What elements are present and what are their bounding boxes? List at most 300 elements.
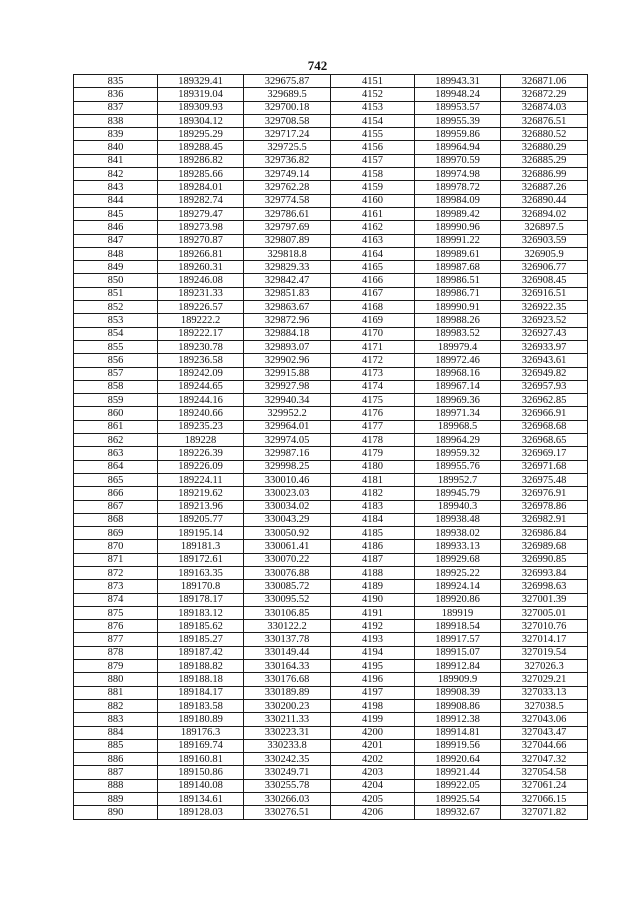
right-point-number-cell: 4185 <box>331 527 415 540</box>
right-x-coordinate-cell: 189986.71 <box>415 287 501 300</box>
right-y-coordinate-cell: 327026.3 <box>501 660 588 673</box>
right-y-coordinate-cell: 326871.06 <box>501 75 588 88</box>
left-y-coordinate-cell: 330223.31 <box>244 726 331 739</box>
left-point-number-cell: 847 <box>74 234 158 247</box>
left-x-coordinate-cell: 189176.3 <box>158 726 244 739</box>
left-y-coordinate-cell: 329987.16 <box>244 447 331 460</box>
right-x-coordinate-cell: 189991.22 <box>415 234 501 247</box>
right-point-number-cell: 4152 <box>331 88 415 101</box>
right-x-coordinate-cell: 189920.64 <box>415 753 501 766</box>
left-y-coordinate-cell: 329774.58 <box>244 194 331 207</box>
right-y-coordinate-cell: 326962.85 <box>501 394 588 407</box>
right-point-number-cell: 4163 <box>331 234 415 247</box>
right-x-coordinate-cell: 189974.98 <box>415 168 501 181</box>
left-y-coordinate-cell: 330122.2 <box>244 620 331 633</box>
left-x-coordinate-cell: 189246.08 <box>158 274 244 287</box>
right-y-coordinate-cell: 326905.9 <box>501 247 588 260</box>
right-x-coordinate-cell: 189914.81 <box>415 726 501 739</box>
right-point-number-cell: 4173 <box>331 367 415 380</box>
left-y-coordinate-cell: 329927.98 <box>244 380 331 393</box>
left-y-coordinate-cell: 329872.96 <box>244 314 331 327</box>
right-x-coordinate-cell: 189921.44 <box>415 766 501 779</box>
right-y-coordinate-cell: 326966.91 <box>501 407 588 420</box>
left-x-coordinate-cell: 189286.82 <box>158 154 244 167</box>
right-point-number-cell: 4165 <box>331 261 415 274</box>
table-row <box>74 473 588 486</box>
left-y-coordinate-cell: 329952.2 <box>244 407 331 420</box>
right-x-coordinate-cell: 189990.96 <box>415 221 501 234</box>
table-row <box>74 168 588 181</box>
left-y-coordinate-cell: 330043.29 <box>244 513 331 526</box>
left-y-coordinate-cell: 329700.18 <box>244 101 331 114</box>
left-y-coordinate-cell: 329725.5 <box>244 141 331 154</box>
left-point-number-cell: 864 <box>74 460 158 473</box>
left-x-coordinate-cell: 189329.41 <box>158 75 244 88</box>
left-x-coordinate-cell: 189187.42 <box>158 646 244 659</box>
right-y-coordinate-cell: 326880.29 <box>501 141 588 154</box>
left-point-number-cell: 890 <box>74 806 158 819</box>
left-x-coordinate-cell: 189260.31 <box>158 261 244 274</box>
table-row <box>74 75 588 88</box>
left-x-coordinate-cell: 189226.57 <box>158 301 244 314</box>
left-y-coordinate-cell: 329818.8 <box>244 247 331 260</box>
left-x-coordinate-cell: 189231.33 <box>158 287 244 300</box>
right-x-coordinate-cell: 189986.51 <box>415 274 501 287</box>
right-y-coordinate-cell: 326993.84 <box>501 566 588 579</box>
table-row <box>74 686 588 699</box>
table-row <box>74 646 588 659</box>
left-x-coordinate-cell: 189150.86 <box>158 766 244 779</box>
left-point-number-cell: 855 <box>74 340 158 353</box>
right-x-coordinate-cell: 189971.34 <box>415 407 501 420</box>
left-y-coordinate-cell: 330076.88 <box>244 566 331 579</box>
right-point-number-cell: 4168 <box>331 301 415 314</box>
left-x-coordinate-cell: 189163.35 <box>158 566 244 579</box>
left-point-number-cell: 861 <box>74 420 158 433</box>
table-row <box>74 221 588 234</box>
right-y-coordinate-cell: 326874.03 <box>501 101 588 114</box>
table-row <box>74 407 588 420</box>
left-x-coordinate-cell: 189188.82 <box>158 660 244 673</box>
left-y-coordinate-cell: 329786.61 <box>244 207 331 220</box>
right-y-coordinate-cell: 326968.68 <box>501 420 588 433</box>
left-x-coordinate-cell: 189219.62 <box>158 487 244 500</box>
table-row <box>74 261 588 274</box>
right-y-coordinate-cell: 326989.68 <box>501 540 588 553</box>
left-y-coordinate-cell: 329797.69 <box>244 221 331 234</box>
left-x-coordinate-cell: 189304.12 <box>158 114 244 127</box>
right-x-coordinate-cell: 189979.4 <box>415 340 501 353</box>
left-point-number-cell: 888 <box>74 779 158 792</box>
left-x-coordinate-cell: 189205.77 <box>158 513 244 526</box>
left-x-coordinate-cell: 189226.09 <box>158 460 244 473</box>
left-y-coordinate-cell: 330249.71 <box>244 766 331 779</box>
table-row <box>74 460 588 473</box>
right-x-coordinate-cell: 189940.3 <box>415 500 501 513</box>
table-row <box>74 154 588 167</box>
left-point-number-cell: 880 <box>74 673 158 686</box>
left-y-coordinate-cell: 329762.28 <box>244 181 331 194</box>
left-x-coordinate-cell: 189244.16 <box>158 394 244 407</box>
table-row <box>74 566 588 579</box>
right-point-number-cell: 4171 <box>331 340 415 353</box>
left-point-number-cell: 848 <box>74 247 158 260</box>
right-x-coordinate-cell: 189943.31 <box>415 75 501 88</box>
right-y-coordinate-cell: 326957.93 <box>501 380 588 393</box>
right-y-coordinate-cell: 326906.77 <box>501 261 588 274</box>
left-point-number-cell: 878 <box>74 646 158 659</box>
right-y-coordinate-cell: 326933.97 <box>501 340 588 353</box>
right-y-coordinate-cell: 326969.17 <box>501 447 588 460</box>
left-x-coordinate-cell: 189230.78 <box>158 340 244 353</box>
right-x-coordinate-cell: 189918.54 <box>415 620 501 633</box>
left-y-coordinate-cell: 329708.58 <box>244 114 331 127</box>
right-y-coordinate-cell: 326976.91 <box>501 487 588 500</box>
left-point-number-cell: 884 <box>74 726 158 739</box>
left-x-coordinate-cell: 189134.61 <box>158 793 244 806</box>
left-point-number-cell: 865 <box>74 473 158 486</box>
right-x-coordinate-cell: 189925.54 <box>415 793 501 806</box>
left-point-number-cell: 853 <box>74 314 158 327</box>
table-row <box>74 593 588 606</box>
left-y-coordinate-cell: 330149.44 <box>244 646 331 659</box>
right-x-coordinate-cell: 189953.57 <box>415 101 501 114</box>
right-y-coordinate-cell: 327061.24 <box>501 779 588 792</box>
right-y-coordinate-cell: 327014.17 <box>501 633 588 646</box>
right-x-coordinate-cell: 189952.7 <box>415 473 501 486</box>
right-x-coordinate-cell: 189987.68 <box>415 261 501 274</box>
left-y-coordinate-cell: 329749.14 <box>244 168 331 181</box>
table-row <box>74 114 588 127</box>
right-y-coordinate-cell: 327010.76 <box>501 620 588 633</box>
right-y-coordinate-cell: 326975.48 <box>501 473 588 486</box>
left-point-number-cell: 838 <box>74 114 158 127</box>
left-point-number-cell: 862 <box>74 434 158 447</box>
left-point-number-cell: 846 <box>74 221 158 234</box>
right-x-coordinate-cell: 189915.07 <box>415 646 501 659</box>
table-row <box>74 699 588 712</box>
right-y-coordinate-cell: 327047.32 <box>501 753 588 766</box>
right-point-number-cell: 4184 <box>331 513 415 526</box>
table-row <box>74 380 588 393</box>
right-point-number-cell: 4151 <box>331 75 415 88</box>
left-point-number-cell: 863 <box>74 447 158 460</box>
left-y-coordinate-cell: 329964.01 <box>244 420 331 433</box>
table-row <box>74 726 588 739</box>
left-x-coordinate-cell: 189273.98 <box>158 221 244 234</box>
left-x-coordinate-cell: 189188.18 <box>158 673 244 686</box>
left-point-number-cell: 850 <box>74 274 158 287</box>
left-point-number-cell: 877 <box>74 633 158 646</box>
right-x-coordinate-cell: 189922.05 <box>415 779 501 792</box>
right-x-coordinate-cell: 189990.91 <box>415 301 501 314</box>
right-x-coordinate-cell: 189933.13 <box>415 540 501 553</box>
right-y-coordinate-cell: 326922.35 <box>501 301 588 314</box>
right-point-number-cell: 4166 <box>331 274 415 287</box>
left-x-coordinate-cell: 189319.04 <box>158 88 244 101</box>
left-x-coordinate-cell: 189226.39 <box>158 447 244 460</box>
left-y-coordinate-cell: 330189.89 <box>244 686 331 699</box>
right-x-coordinate-cell: 189925.22 <box>415 566 501 579</box>
left-y-coordinate-cell: 329807.89 <box>244 234 331 247</box>
left-y-coordinate-cell: 330211.33 <box>244 713 331 726</box>
left-y-coordinate-cell: 329851.83 <box>244 287 331 300</box>
right-y-coordinate-cell: 327071.82 <box>501 806 588 819</box>
right-y-coordinate-cell: 326978.86 <box>501 500 588 513</box>
left-x-coordinate-cell: 189288.45 <box>158 141 244 154</box>
right-point-number-cell: 4196 <box>331 673 415 686</box>
right-x-coordinate-cell: 189932.67 <box>415 806 501 819</box>
left-y-coordinate-cell: 330070.22 <box>244 553 331 566</box>
left-y-coordinate-cell: 330095.52 <box>244 593 331 606</box>
right-x-coordinate-cell: 189983.52 <box>415 327 501 340</box>
right-point-number-cell: 4192 <box>331 620 415 633</box>
left-y-coordinate-cell: 330034.02 <box>244 500 331 513</box>
right-point-number-cell: 4190 <box>331 593 415 606</box>
right-point-number-cell: 4157 <box>331 154 415 167</box>
left-point-number-cell: 843 <box>74 181 158 194</box>
left-x-coordinate-cell: 189270.87 <box>158 234 244 247</box>
left-y-coordinate-cell: 329902.96 <box>244 354 331 367</box>
left-x-coordinate-cell: 189180.89 <box>158 713 244 726</box>
right-y-coordinate-cell: 327043.06 <box>501 713 588 726</box>
left-x-coordinate-cell: 189184.17 <box>158 686 244 699</box>
right-y-coordinate-cell: 326916.51 <box>501 287 588 300</box>
left-x-coordinate-cell: 189140.08 <box>158 779 244 792</box>
table-row <box>74 527 588 540</box>
left-point-number-cell: 842 <box>74 168 158 181</box>
left-point-number-cell: 836 <box>74 88 158 101</box>
left-point-number-cell: 866 <box>74 487 158 500</box>
right-point-number-cell: 4201 <box>331 739 415 752</box>
right-point-number-cell: 4202 <box>331 753 415 766</box>
right-y-coordinate-cell: 326876.51 <box>501 114 588 127</box>
right-point-number-cell: 4154 <box>331 114 415 127</box>
right-point-number-cell: 4177 <box>331 420 415 433</box>
table-row <box>74 128 588 141</box>
right-x-coordinate-cell: 189967.14 <box>415 380 501 393</box>
table-row <box>74 500 588 513</box>
right-point-number-cell: 4153 <box>331 101 415 114</box>
right-x-coordinate-cell: 189908.39 <box>415 686 501 699</box>
right-y-coordinate-cell: 326887.26 <box>501 181 588 194</box>
left-y-coordinate-cell: 329863.67 <box>244 301 331 314</box>
left-y-coordinate-cell: 330164.33 <box>244 660 331 673</box>
right-point-number-cell: 4159 <box>331 181 415 194</box>
right-y-coordinate-cell: 326982.91 <box>501 513 588 526</box>
right-point-number-cell: 4189 <box>331 580 415 593</box>
left-point-number-cell: 889 <box>74 793 158 806</box>
table-row <box>74 540 588 553</box>
left-point-number-cell: 872 <box>74 566 158 579</box>
table-row <box>74 606 588 619</box>
right-y-coordinate-cell: 326897.5 <box>501 221 588 234</box>
right-point-number-cell: 4162 <box>331 221 415 234</box>
left-point-number-cell: 882 <box>74 699 158 712</box>
right-y-coordinate-cell: 326927.43 <box>501 327 588 340</box>
right-x-coordinate-cell: 189945.79 <box>415 487 501 500</box>
right-x-coordinate-cell: 189968.5 <box>415 420 501 433</box>
table-row <box>74 394 588 407</box>
right-point-number-cell: 4167 <box>331 287 415 300</box>
right-point-number-cell: 4205 <box>331 793 415 806</box>
right-y-coordinate-cell: 326990.85 <box>501 553 588 566</box>
right-point-number-cell: 4156 <box>331 141 415 154</box>
right-y-coordinate-cell: 326886.99 <box>501 168 588 181</box>
left-x-coordinate-cell: 189240.66 <box>158 407 244 420</box>
right-point-number-cell: 4186 <box>331 540 415 553</box>
table-row <box>74 327 588 340</box>
right-point-number-cell: 4199 <box>331 713 415 726</box>
left-x-coordinate-cell: 189183.12 <box>158 606 244 619</box>
left-y-coordinate-cell: 329884.18 <box>244 327 331 340</box>
left-x-coordinate-cell: 189266.81 <box>158 247 244 260</box>
table-row <box>74 234 588 247</box>
right-point-number-cell: 4158 <box>331 168 415 181</box>
table-row <box>74 620 588 633</box>
table-row <box>74 247 588 260</box>
right-x-coordinate-cell: 189924.14 <box>415 580 501 593</box>
right-x-coordinate-cell: 189984.09 <box>415 194 501 207</box>
right-x-coordinate-cell: 189964.29 <box>415 434 501 447</box>
table-row <box>74 181 588 194</box>
right-y-coordinate-cell: 327043.47 <box>501 726 588 739</box>
left-point-number-cell: 837 <box>74 101 158 114</box>
table-row <box>74 447 588 460</box>
table-row <box>74 367 588 380</box>
table-row <box>74 274 588 287</box>
right-y-coordinate-cell: 327038.5 <box>501 699 588 712</box>
table-row <box>74 793 588 806</box>
left-point-number-cell: 841 <box>74 154 158 167</box>
left-point-number-cell: 856 <box>74 354 158 367</box>
left-y-coordinate-cell: 330176.68 <box>244 673 331 686</box>
right-x-coordinate-cell: 189988.26 <box>415 314 501 327</box>
right-point-number-cell: 4198 <box>331 699 415 712</box>
right-point-number-cell: 4180 <box>331 460 415 473</box>
right-y-coordinate-cell: 326943.61 <box>501 354 588 367</box>
right-x-coordinate-cell: 189955.76 <box>415 460 501 473</box>
right-point-number-cell: 4183 <box>331 500 415 513</box>
left-point-number-cell: 835 <box>74 75 158 88</box>
table-row <box>74 660 588 673</box>
left-x-coordinate-cell: 189228 <box>158 434 244 447</box>
right-x-coordinate-cell: 189912.84 <box>415 660 501 673</box>
left-x-coordinate-cell: 189284.01 <box>158 181 244 194</box>
left-point-number-cell: 852 <box>74 301 158 314</box>
coordinates-table <box>73 74 588 820</box>
left-x-coordinate-cell: 189309.93 <box>158 101 244 114</box>
table-row <box>74 673 588 686</box>
right-y-coordinate-cell: 326890.44 <box>501 194 588 207</box>
table-row <box>74 354 588 367</box>
left-y-coordinate-cell: 330276.51 <box>244 806 331 819</box>
right-y-coordinate-cell: 326968.65 <box>501 434 588 447</box>
left-point-number-cell: 875 <box>74 606 158 619</box>
right-y-coordinate-cell: 326885.29 <box>501 154 588 167</box>
left-y-coordinate-cell: 330233.8 <box>244 739 331 752</box>
table-row <box>74 553 588 566</box>
left-x-coordinate-cell: 189160.81 <box>158 753 244 766</box>
left-x-coordinate-cell: 189285.66 <box>158 168 244 181</box>
left-y-coordinate-cell: 330085.72 <box>244 580 331 593</box>
left-x-coordinate-cell: 189185.27 <box>158 633 244 646</box>
left-y-coordinate-cell: 329940.34 <box>244 394 331 407</box>
left-x-coordinate-cell: 189224.11 <box>158 473 244 486</box>
right-x-coordinate-cell: 189938.48 <box>415 513 501 526</box>
right-y-coordinate-cell: 326894.02 <box>501 207 588 220</box>
right-y-coordinate-cell: 327054.58 <box>501 766 588 779</box>
right-point-number-cell: 4164 <box>331 247 415 260</box>
left-y-coordinate-cell: 329736.82 <box>244 154 331 167</box>
left-point-number-cell: 857 <box>74 367 158 380</box>
left-point-number-cell: 851 <box>74 287 158 300</box>
left-x-coordinate-cell: 189279.47 <box>158 207 244 220</box>
right-y-coordinate-cell: 326908.45 <box>501 274 588 287</box>
left-y-coordinate-cell: 330200.23 <box>244 699 331 712</box>
table-row <box>74 633 588 646</box>
right-point-number-cell: 4204 <box>331 779 415 792</box>
table-row <box>74 713 588 726</box>
left-x-coordinate-cell: 189295.29 <box>158 128 244 141</box>
right-y-coordinate-cell: 326971.68 <box>501 460 588 473</box>
right-point-number-cell: 4194 <box>331 646 415 659</box>
right-x-coordinate-cell: 189919.56 <box>415 739 501 752</box>
right-x-coordinate-cell: 189948.24 <box>415 88 501 101</box>
left-y-coordinate-cell: 330010.46 <box>244 473 331 486</box>
table-row <box>74 301 588 314</box>
left-x-coordinate-cell: 189172.61 <box>158 553 244 566</box>
table-row <box>74 340 588 353</box>
right-x-coordinate-cell: 189972.46 <box>415 354 501 367</box>
right-y-coordinate-cell: 326949.82 <box>501 367 588 380</box>
right-x-coordinate-cell: 189919 <box>415 606 501 619</box>
right-point-number-cell: 4193 <box>331 633 415 646</box>
left-point-number-cell: 854 <box>74 327 158 340</box>
right-point-number-cell: 4175 <box>331 394 415 407</box>
right-point-number-cell: 4178 <box>331 434 415 447</box>
left-point-number-cell: 868 <box>74 513 158 526</box>
left-x-coordinate-cell: 189128.03 <box>158 806 244 819</box>
left-y-coordinate-cell: 329717.24 <box>244 128 331 141</box>
table-row <box>74 194 588 207</box>
right-y-coordinate-cell: 326923.52 <box>501 314 588 327</box>
right-y-coordinate-cell: 326872.29 <box>501 88 588 101</box>
table-row <box>74 141 588 154</box>
left-x-coordinate-cell: 189235.23 <box>158 420 244 433</box>
right-point-number-cell: 4172 <box>331 354 415 367</box>
left-point-number-cell: 844 <box>74 194 158 207</box>
left-point-number-cell: 887 <box>74 766 158 779</box>
left-x-coordinate-cell: 189169.74 <box>158 739 244 752</box>
left-x-coordinate-cell: 189181.3 <box>158 540 244 553</box>
left-x-coordinate-cell: 189282.74 <box>158 194 244 207</box>
table-row <box>74 287 588 300</box>
right-y-coordinate-cell: 327044.66 <box>501 739 588 752</box>
right-point-number-cell: 4161 <box>331 207 415 220</box>
right-point-number-cell: 4197 <box>331 686 415 699</box>
right-point-number-cell: 4169 <box>331 314 415 327</box>
left-y-coordinate-cell: 330137.78 <box>244 633 331 646</box>
right-y-coordinate-cell: 327066.15 <box>501 793 588 806</box>
left-x-coordinate-cell: 189185.62 <box>158 620 244 633</box>
left-point-number-cell: 886 <box>74 753 158 766</box>
left-x-coordinate-cell: 189222.2 <box>158 314 244 327</box>
left-point-number-cell: 870 <box>74 540 158 553</box>
left-x-coordinate-cell: 189236.58 <box>158 354 244 367</box>
left-y-coordinate-cell: 329998.25 <box>244 460 331 473</box>
left-point-number-cell: 859 <box>74 394 158 407</box>
